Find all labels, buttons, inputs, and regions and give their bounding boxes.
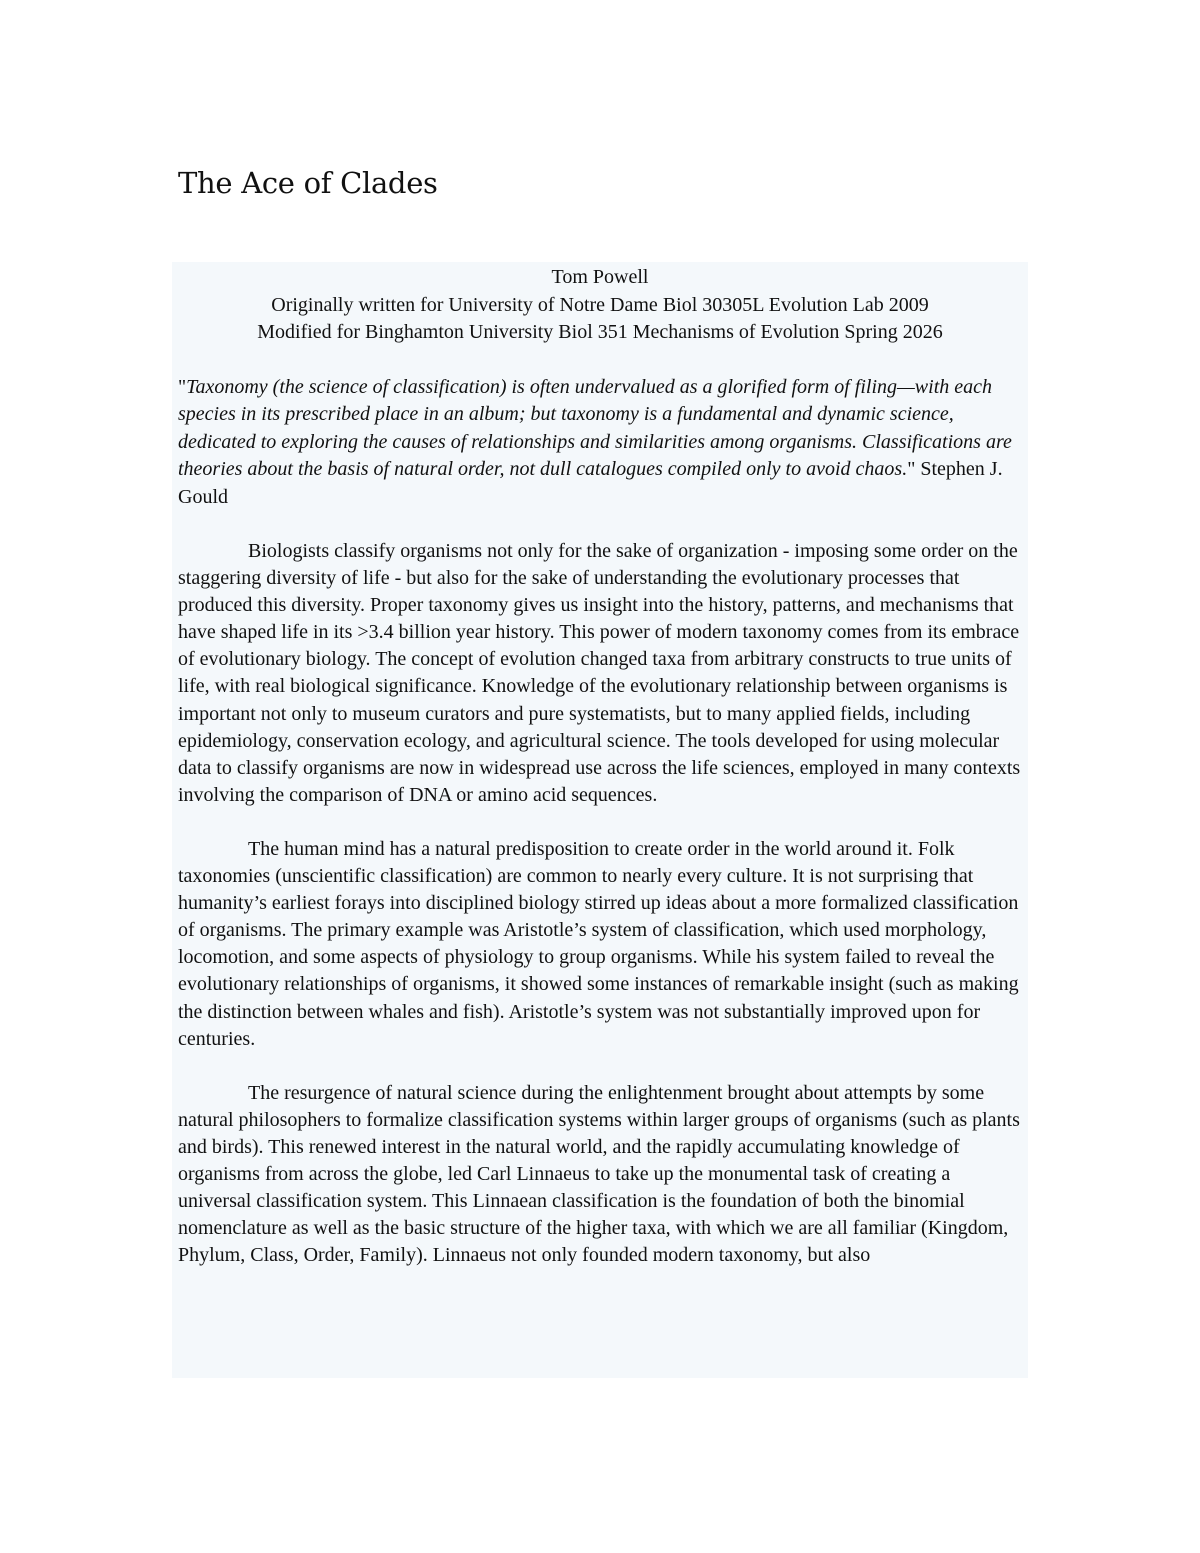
author-name: Tom Powell <box>551 266 649 288</box>
byline-modified: Modified for Binghamton University Biol 351 Mechanisms of Evolution Spring 2026 <box>257 321 943 343</box>
epigraph-quote <box>178 374 1022 512</box>
quote-open-mark: " <box>178 375 187 398</box>
document-body <box>172 262 1028 1378</box>
body-paragraph: The human mind has a natural predisposition to create order in the world around it. Folk taxonomies (unscientific classification) are common to nearly every culture. It is not surprising that humanity’s earliest forays into disciplined biology stirred up ideas about a more formalized classification of organisms. The primary example was Aristotle’s system of classification, which used morphology, locomotion, and some aspects of physiology to group organisms. While his system failed to reveal the evolutionary relationships of organisms, it showed some instances of remarkable insight (such as making the distinction between whales and fish). Aristotle’s system was not substantially improved upon for centuries. <box>178 837 1019 1050</box>
byline <box>178 262 1022 347</box>
quote-attribution: Stephen J. Gould <box>178 458 1003 508</box>
quote-close-mark: " <box>907 458 916 480</box>
page-title: The Ace of Clades <box>178 166 438 200</box>
byline-origin: Originally written for University of Notre Dame Biol 30305L Evolution Lab 2009 <box>271 293 929 316</box>
quote-text: Taxonomy (the science of classification) is often undervalued as a glorified form of filing—with each species in its prescribed place in an album; but taxonomy is a fundamental and dynamic science, dedicated to exploring the causes of relationships and similarities among organisms. Classifications are theories about the basis of natural order, not dull catalogues compiled only to avoid chaos. <box>178 375 1012 480</box>
body-paragraph: The resurgence of natural science during the enlightenment brought about attempts by some natural philosophers to formalize classification systems within larger groups of organisms (such as plants and birds). This renewed interest in the natural world, and the rapidly accumulating knowledge of organisms from across the globe, led Carl Linnaeus to take up the monumental task of creating a universal classification system. This Linnaean classification is the foundation of both the binomial nomenclature as well as the basic structure of the higher taxa, with which we are all familiar (Kingdom, Phylum, Class, Order, Family). Linnaeus not only founded modern taxonomy, but also <box>178 1081 1020 1267</box>
body-paragraph: Biologists classify organisms not only for the sake of organization - imposing some order on the staggering diversity of life - but also for the sake of understanding the evolutionary processes that produced this diversity. Proper taxonomy gives us insight into the history, patterns, and mechanisms that have shaped life in its >3.4 billion year history. This power of modern taxonomy comes from its embrace of evolutionary biology. The concept of evolution changed taxa from arbitrary constructs to true units of life, with real biological significance. Knowledge of the evolutionary relationship between organisms is important not only to museum curators and pure systematists, but to many applied fields, including epidemiology, conservation ecology, and agricultural science. The tools developed for using molecular data to classify organisms are now in widespread use across the life sciences, employed in many contexts involving the comparison of DNA or amino acid sequences. <box>178 540 1021 806</box>
